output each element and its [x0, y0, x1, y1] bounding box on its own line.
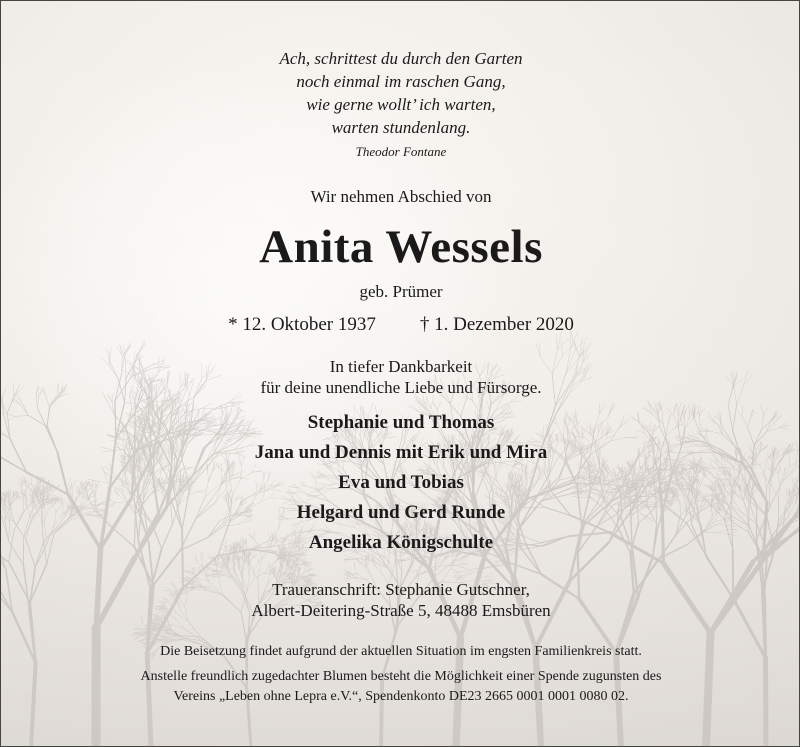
- poem-line: Ach, schrittest du durch den Garten: [279, 49, 523, 68]
- life-dates: [1, 314, 800, 336]
- mourning-address-line: Albert-Deitering-Straße 5, 48488 Emsbüren: [251, 601, 551, 620]
- mourner-name: Eva und Tobias: [338, 472, 464, 493]
- mourning-address-line: Traueranschrift: Stephanie Gutschner,: [272, 580, 530, 599]
- mourner-name: Stephanie und Thomas: [307, 412, 495, 433]
- poem-line: wie gerne wollt’ ich warten,: [306, 95, 496, 114]
- obituary-content: [1, 1, 800, 747]
- poem-author: Theodor Fontane: [355, 144, 447, 159]
- donation-notice: Anstelle freundlich zugedachter Blumen besteht die Möglichkeit einer Spende zugunsten des: [140, 669, 662, 684]
- poem-line: noch einmal im raschen Gang,: [296, 72, 506, 91]
- poem-line: warten stundenlang.: [331, 118, 471, 137]
- donation-account: Vereins „Leben ohne Lepra e.V.“, Spendenkonto DE23 2665 0001 0001 0080 02.: [173, 689, 629, 704]
- mourner-name: Angelika Königschulte: [308, 532, 494, 553]
- dedication-line: für deine unendliche Liebe und Fürsorge.: [260, 378, 542, 397]
- farewell-intro: Wir nehmen Abschied von: [310, 187, 492, 206]
- mourner-name: Jana und Dennis mit Erik und Mira: [254, 442, 548, 463]
- maiden-name: geb. Prümer: [359, 282, 443, 301]
- dedication-line: In tiefer Dankbarkeit: [329, 357, 473, 376]
- death-date: † 1. Dezember 2020: [419, 314, 574, 335]
- deceased-name: Anita Wessels: [259, 221, 543, 273]
- burial-notice: Die Beisetzung findet aufgrund der aktuellen Situation im engsten Familienkreis statt.: [160, 644, 642, 659]
- birth-date: * 12. Oktober 1937: [228, 314, 376, 335]
- mourner-name: Helgard und Gerd Runde: [296, 502, 506, 523]
